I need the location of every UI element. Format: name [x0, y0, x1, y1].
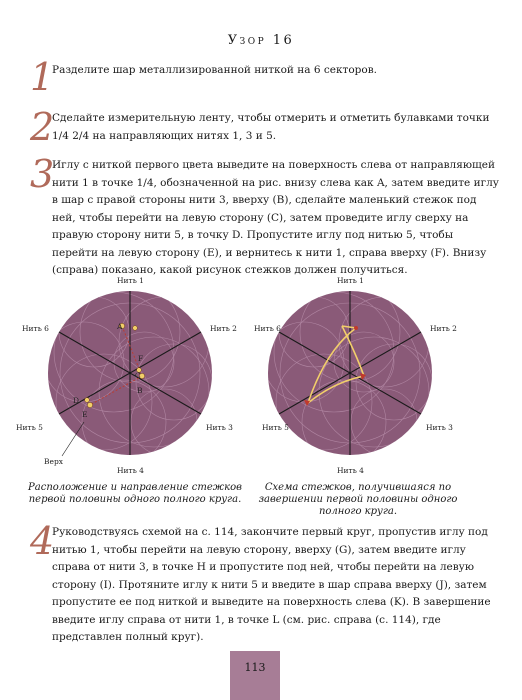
step-number: 1: [30, 55, 55, 99]
thread-label-4: Нить 4: [337, 466, 364, 475]
right-caption: Схема стежков, получившаяся по завершении первой половины одного полного круга.: [258, 482, 458, 517]
point-label-e: E: [82, 410, 88, 419]
point-label-c: C: [135, 371, 141, 380]
step-number: 3: [30, 152, 55, 196]
thread-label-2: Нить 2: [210, 324, 237, 333]
step-text: Руководствуясь схемой на с. 114, закончите первый круг, пропустив иглу под нитью 1, чтобы перейти на левую сторону, вверху (G), затем введите иглу справа от нити 3, в точке H и пропустите под ней, чтобы перейти на левую сторону (I). Протяните иглу к нити 5 и введите в шар справа вверху (J), затем пропустите ее под ниткой и выведите на поверхность слева (K). В завершение введите иглу справа от нити 1, в точке L (см. рис. справа (с. 114), где представлен полный круг).: [52, 526, 491, 643]
diagram-left: [14, 272, 254, 482]
step-text: Разделите шар металлизированной ниткой на 6 секторов.: [52, 64, 377, 76]
thread-label-1: Нить 1: [117, 276, 144, 285]
thread-label-3: Нить 3: [206, 423, 233, 432]
thread-label-1: Нить 1: [337, 276, 364, 285]
page-title: Узор 16: [227, 33, 295, 48]
page-number-box: [230, 651, 280, 700]
left-caption: Расположение и направление стежков первой половины одного полного круга.: [28, 482, 242, 505]
thread-label-3: Нить 3: [426, 423, 453, 432]
thread-label-4: Нить 4: [117, 466, 144, 475]
thread-label-6: Нить 6: [254, 324, 281, 333]
stitch-result-diagram: [254, 272, 504, 482]
top-label: Верх: [44, 457, 63, 466]
step-4: [30, 519, 500, 643]
point-label-f: F: [138, 354, 144, 363]
step-3: [30, 152, 500, 276]
point-label-b: B: [137, 386, 143, 395]
page-number: 113: [244, 661, 266, 674]
stitch-placement-diagram: [14, 272, 254, 482]
point-label-d: D: [73, 396, 80, 405]
point-label-a: A: [117, 322, 123, 331]
step-1: [30, 55, 500, 99]
step-text: Сделайте измерительную ленту, чтобы отмерить и отметить булавками точки 1/4 2/4 на направляющих нитях 1, 3 и 5.: [52, 112, 490, 142]
diagram-right: [254, 272, 504, 482]
step-2: [30, 105, 500, 152]
step-text: Иглу с ниткой первого цвета выведите на поверхность слева от направляющей нити 1 в точке 1/4, обозначенной на рис. внизу слева как A, затем введите иглу в шар с правой стороны нити 3, вверху (B), сделайте маленький стежок под ней, чтобы перейти на левую сторону (C), затем проведите иглу сверху на правую сторону нити 5, в точку D. Пропустите иглу под нитью 5, чтобы перейти на левую сторону (E), и вернитесь к нити 1, справа вверху (F). Внизу (справа) показано, какой рисунок стежков должен получиться.: [52, 159, 499, 276]
step-number: 4: [30, 519, 55, 563]
thread-label-5: Нить 5: [262, 423, 289, 432]
thread-label-2: Нить 2: [430, 324, 457, 333]
thread-label-6: Нить 6: [22, 324, 49, 333]
step-number: 2: [30, 105, 55, 149]
thread-label-5: Нить 5: [16, 423, 43, 432]
